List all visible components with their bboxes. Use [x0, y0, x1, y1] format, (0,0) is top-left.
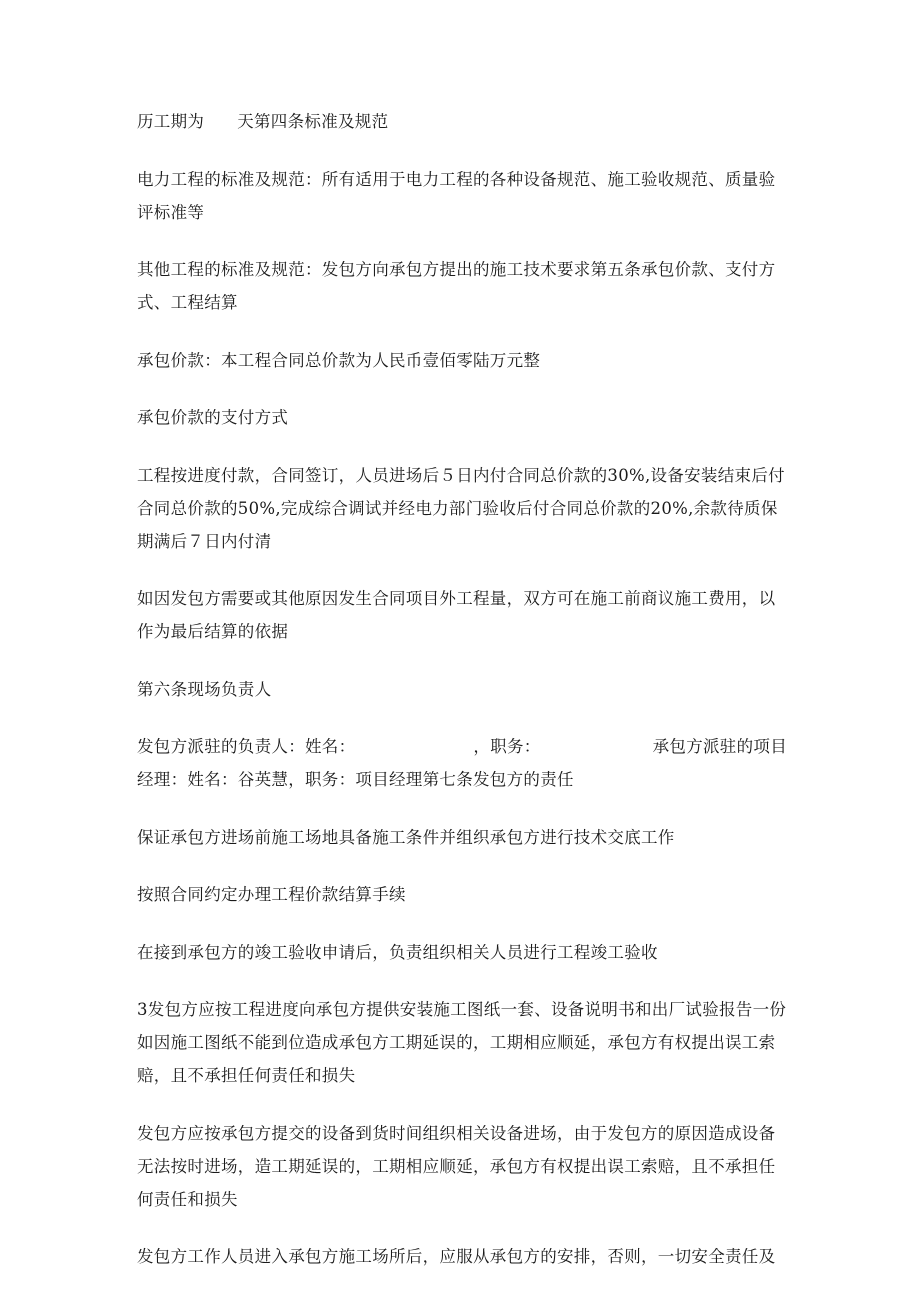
employer-manager-label: 发包方派驻的负责人：姓名： — [137, 737, 356, 756]
paragraph-staff-obligations: 发包方工作人员进入承包方施工场所后，应服从承包方的安排，否则，一切安全责任及 — [137, 1247, 776, 1266]
contractor-manager-text: 承包方派驻的项目经理：姓名：谷英慧，职务：项目经理第七条发包方的责任 — [137, 737, 788, 789]
paragraph-power-standards: 电力工程的标准及规范：所有适用于电力工程的各种设备规范、施工验收规范、质量验评标准等 — [137, 169, 776, 222]
paragraph-acceptance: 在接到承包方的竣工验收申请后，负责组织相关人员进行工程竣工验收 — [137, 942, 658, 962]
paragraph-construction-period — [137, 105, 789, 138]
period-text-after: 天第四条标准及规范 — [237, 112, 389, 131]
days-blank — [204, 111, 237, 128]
paragraph-site-conditions: 保证承包方进场前施工场地具备施工条件并组织承包方进行技术交底工作 — [137, 827, 675, 847]
paragraph-payment-method-heading: 承包价款的支付方式 — [137, 408, 289, 427]
paragraph-drawings: 3发包方应按工程进度向承包方提供安装施工图纸一套、设备说明书和出厂试验报告一份如因施工图纸不能到位造成承包方工期延误的，工期相应顺延，承包方有权提出误工索赔，且不承担任何责任和损失 — [137, 1000, 787, 1085]
paragraph-other-standards: 其他工程的标准及规范：发包方向承包方提出的施工技术要求第五条承包价款、支付方式、工程结算 — [137, 260, 776, 312]
document-body — [137, 105, 789, 1298]
paragraph-site-managers — [137, 730, 789, 796]
paragraph-settlement: 按照合同约定办理工程价款结算手续 — [137, 885, 406, 904]
paragraph-payment-schedule: 工程按进度付款，合同签订，人员进场后５日内付合同总价款的30%,设备安装结束后付合同总价款的50%,完成综合调试并经电力部门验收后付合同总价款的20%,余款待质保期满后７日内付清 — [137, 465, 785, 551]
paragraph-site-manager-heading: 第六条现场负责人 — [137, 679, 272, 699]
employer-role-blank — [541, 736, 653, 753]
employer-name-blank — [355, 736, 473, 753]
period-text-before: 历工期为 — [137, 112, 205, 131]
paragraph-contract-price: 承包价款：本工程合同总价款为人民币壹佰零陆万元整 — [137, 350, 541, 370]
paragraph-equipment-delivery: 发包方应按承包方提交的设备到货时间组织相关设备进场，由于发包方的原因造成设备无法按时进场，造工期延误的，工期相应顺延，承包方有权提出误工索赔，且不承担任何责任和损失 — [137, 1123, 776, 1209]
employer-role-label: ，职务： — [473, 737, 541, 756]
paragraph-extra-work: 如因发包方需要或其他原因发生合同项目外工程量，双方可在施工前商议施工费用，以作为最后结算的依据 — [137, 589, 776, 641]
